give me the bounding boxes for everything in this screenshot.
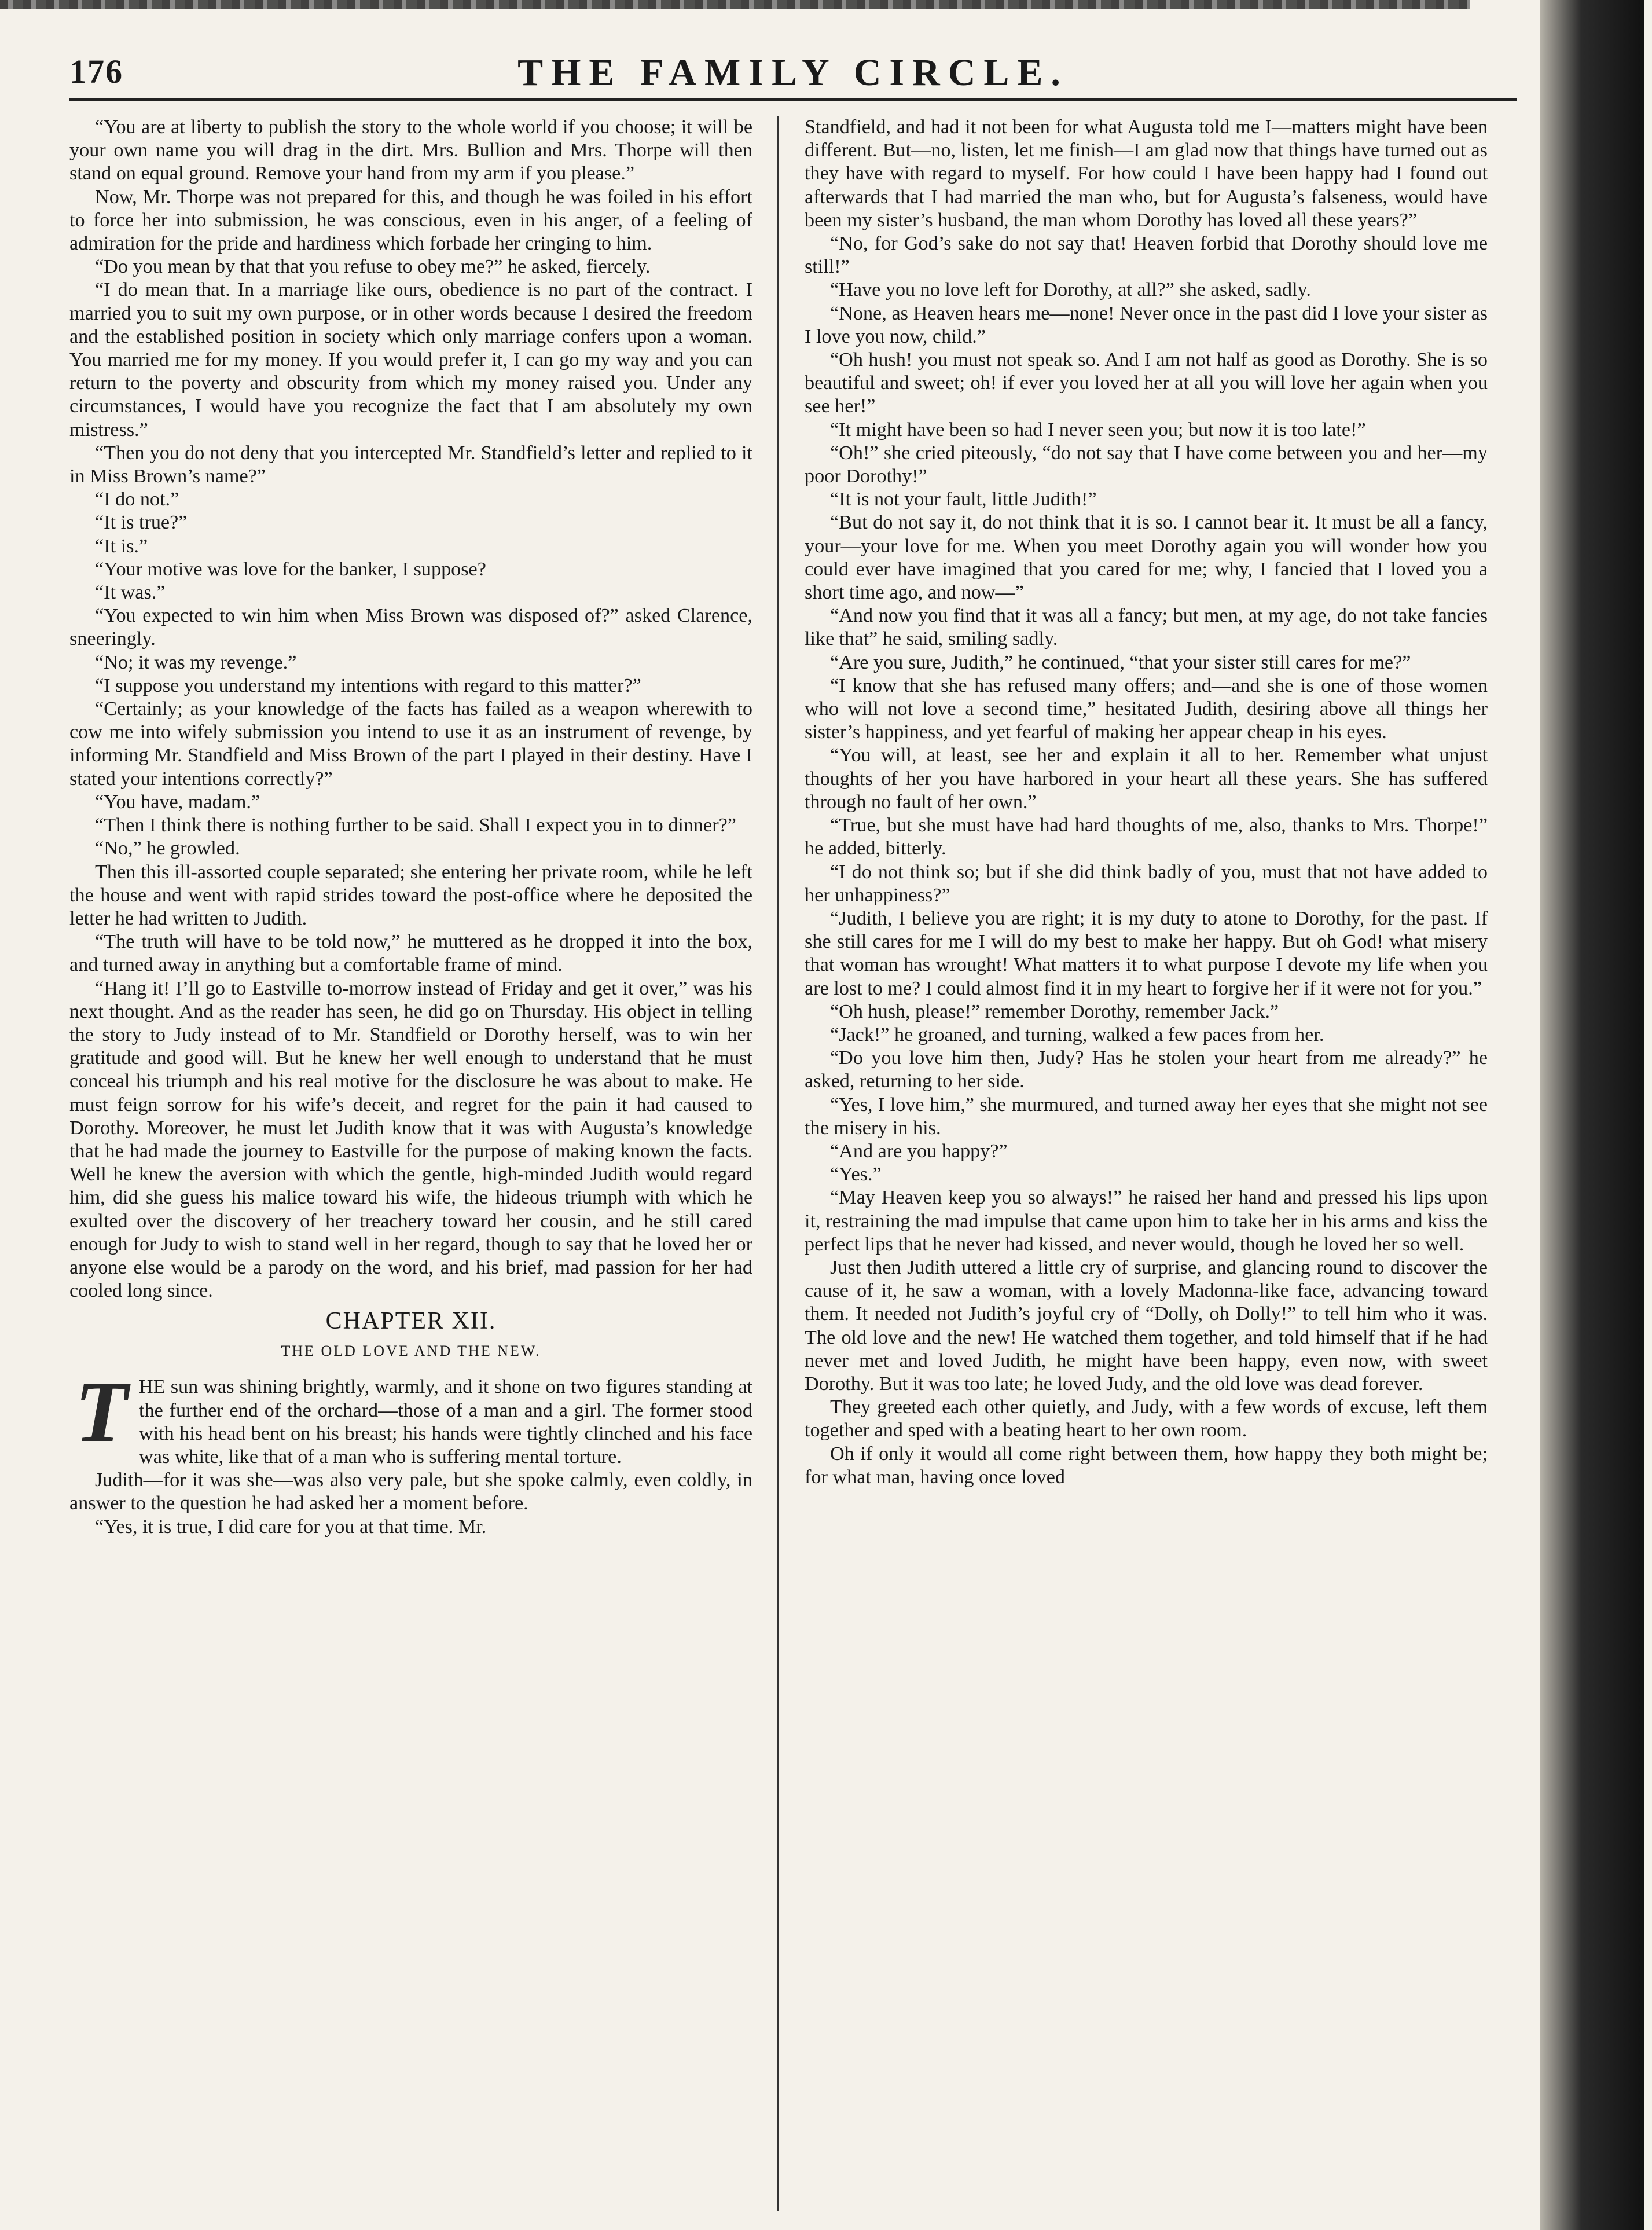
paragraph: “Yes, I love him,” she murmured, and turned away her eyes that she might not see the misery in his. — [805, 1094, 1488, 1139]
paragraph: “You have, madam.” — [95, 791, 260, 813]
paragraph: “You will, at least, see her and explain it all to her. Remember what unjust thoughts of her you have harbored in your heart all these years. She has suffered through no fault of her own.” — [805, 744, 1488, 813]
paragraph: “Your motive was love for the banker, I suppose? — [95, 558, 486, 580]
paragraph: “Then you do not deny that you intercepted Mr. Standfield’s letter and replied to it in Miss Brown’s name?” — [69, 442, 752, 487]
page-number: 176 — [69, 53, 123, 90]
left-after-chapter-paragraphs — [69, 1469, 752, 1539]
paragraph: “True, but she must have had hard thoughts of me, also, thanks to Mrs. Thorpe!” he added, bitterly. — [805, 815, 1488, 860]
paragraph: “And now you find that it was all a fancy; but men, at my age, do not take fancies like that” he said, smiling sadly. — [805, 605, 1488, 650]
chapter-opening-paragraph — [69, 1364, 752, 1469]
paragraph: “No; it was my revenge.” — [95, 651, 297, 673]
paragraph: “You are at liberty to publish the story to the whole world if you choose; it will be your own name you will drag in the dirt. Mrs. Bullion and Mrs. Thorpe will then stand on equal ground. Remove your hand from my arm if you please.” — [69, 116, 752, 185]
paragraph: They greeted each other quietly, and Judy, with a few words of excuse, left them together and sped with a beating heart to her own room. — [805, 1396, 1488, 1442]
paragraph: “Hang it! I’ll go to Eastville to-morrow instead of Friday and get it over,” was his next thought. And as the reader has seen, he did go on Thursday. His object in telling the story to Judy instead of to Mr. Standfield or Dorothy herself, was to win her gratitude and good will. But he knew her well enough to understand that he must conceal his triumph and his real motive for the disclosure he was about to make. He must feign sorrow for his wife’s deceit, and regret for the pain it had caused to Dorothy. Moreover, he must let Judith know that it was with Augusta’s knowledge that he had made the journey to Eastville for the purpose of making known the facts. Well he knew the aversion with which the gentle, high-minded Judith would regard him, did she guess his malice toward his wife, the hideous triumph with which he exulted over the discovery of her treachery toward her cousin, and he still cared enough for Judy to wish to stand well in her regard, though to say that he loved her or anyone else would be a parody on the word, and his brief, mad passion for her had cooled long since. — [69, 977, 752, 1302]
paragraph: “It is.” — [95, 535, 148, 557]
page-header — [69, 46, 1517, 101]
paragraph: “Yes.” — [830, 1164, 882, 1186]
paragraph: “I do mean that. In a marriage like ours, obedience is no part of the contract. I married you to suit my own purpose, or in other words because I desired the freedom and the established position in society which only marriage confers upon a woman. You married me for my money. If you would prefer it, I can go my way and you can return to the poverty and obscurity from which my money raised you. Under any circumstances, I would have you recognize the fact that I am absolutely my own mistress.” — [69, 279, 752, 441]
right-column — [805, 116, 1488, 1489]
paragraph: “You expected to win him when Miss Brown was disposed of?” asked Clarence, sneeringly. — [69, 605, 752, 650]
paragraph: “Then I think there is nothing further to be said. Shall I expect you in to dinner?” — [95, 815, 736, 837]
paragraph: Then this ill-assorted couple separated; she entering her private room, while he left the house and went with rapid strides toward the post-office where he deposited the letter he had written to Judith. — [69, 861, 752, 929]
paragraph: “Certainly; as your knowledge of the facts has failed as a weapon wherewith to cow me into wifely submission you intend to use it as an instrument of revenge, by informing Mr. Standfield and Miss Brown of the part I played in their destiny. Have I stated your intentions correctly?” — [69, 698, 752, 790]
running-head: THE FAMILY CIRCLE. — [517, 52, 1069, 94]
chapter-opening-text: HE sun was shining brightly, warmly, and it shone on two figures standing at the further end of the orchard—those of a man and a girl. The former stood with his head bent on his breast; his hands were tightly clinched and his face was white, like that of a man who is suffering mental torture. — [139, 1376, 752, 1468]
paragraph: “Oh hush, please!” remember Dorothy, remember Jack.” — [830, 1000, 1279, 1022]
right-paragraphs — [805, 232, 1488, 1489]
paragraph: “May Heaven keep you so always!” he raised her hand and pressed his lips upon it, restraining the mad impulse that came upon him to take her in his arms and kiss the perfect lips that he never had kissed, and never would, though he loved her so well. — [805, 1187, 1488, 1255]
column-rule — [777, 116, 779, 2211]
paragraph: “Oh!” she cried piteously, “do not say that I have come between you and her—my poor Dorothy!” — [805, 442, 1488, 487]
paragraph: “It is not your fault, little Judith!” — [830, 489, 1097, 511]
paragraph: “I suppose you understand my intentions with regard to this matter?” — [95, 674, 641, 696]
paragraph: “It is true?” — [95, 512, 188, 534]
paragraph: “Yes, it is true, I did care for you at that time. Mr. — [95, 1516, 487, 1538]
paragraph: “But do not say it, do not think that it is so. I cannot bear it. It must be all a fancy, your—your love for me. When you meet Dorothy again you will wonder how you could ever have imagined that you cared for me; why, I fancied that I loved you a short time ago, and now—” — [805, 512, 1488, 604]
paragraph: “Do you love him then, Judy? Has he stolen your heart from me already?” he asked, returning to her side. — [805, 1047, 1488, 1092]
paragraph: “Oh hush! you must not speak so. And I am not half as good as Dorothy. She is so beautiful and sweet; oh! if ever you loved her at all you will love her again when you see her!” — [805, 349, 1488, 417]
paragraph: “The truth will have to be told now,” he muttered as he dropped it into the box, and turned away in anything but a comfortable frame of mind. — [69, 931, 752, 976]
paragraph: Just then Judith uttered a little cry of surprise, and glancing round to discover the cause of it, he saw a woman, with a lovely Madonna-like face, advancing toward them. It needed not Judith’s joyful cry of “Dolly, oh Dolly!” to tell him who it was. The old love and the new! He watched them together, and told himself that if he had never met and loved Judith, he might have been happy, even now, with sweet Dorothy. But it was too late; he loved Judy, and the old love was dead forever. — [805, 1256, 1488, 1395]
paragraph: “Jack!” he groaned, and turning, walked a few paces from her. — [830, 1024, 1324, 1046]
paragraph: “I know that she has refused many offers; and—and she is one of those women who will not love a second time,” hesitated Judith, desiring above all things her sister’s happiness, and yet fearful of making her appear cheap in his eyes. — [805, 674, 1488, 743]
chapter-heading: CHAPTER XII. — [325, 1308, 497, 1335]
page — [69, 23, 1517, 2211]
paragraph: “Judith, I believe you are right; it is my duty to atone to Dorothy, for the past. If she still cares for me I will do my best to make her happy. But oh God! what misery that woman has wrought! What matters it to what purpose I devote my life when you are lost to me? I could almost find it in my heart to forgive her if it were not for you.” — [805, 907, 1488, 999]
left-paragraphs — [69, 116, 752, 1303]
paragraph: “Are you sure, Judith,” he continued, “that your sister still cares for me?” — [830, 651, 1411, 673]
paragraph: Oh if only it would all come right between them, how happy they both might be; for what man, having once loved — [805, 1443, 1488, 1488]
paragraph: “No, for God’s sake do not say that! Heaven forbid that Dorothy should love me still!” — [805, 233, 1488, 278]
chapter-subtitle: THE OLD LOVE AND THE NEW. — [281, 1343, 541, 1360]
continued-paragraph: Standfield, and had it not been for what Augusta told me I—matters might have been different. But—no, listen, let me finish—I am glad now that things have turned out as they have with regard to myself. For how could I have been happy had I found out afterwards that I had married the man who, but for Augusta’s falseness, would have been my sister’s husband, the man whom Dorothy has loved all these years?” — [805, 116, 1488, 231]
page-edge-shadow — [1540, 0, 1644, 2230]
paragraph: “And are you happy?” — [830, 1140, 1008, 1162]
paragraph: Judith—for it was she—was also very pale, but she spoke calmly, even coldly, in answer to the question he had asked her a moment before. — [69, 1469, 752, 1514]
paragraph: “It was.” — [95, 582, 166, 604]
paragraph: “I do not.” — [95, 489, 179, 511]
top-edge-border — [0, 0, 1470, 9]
left-column — [69, 116, 752, 1539]
paragraph: “I do not think so; but if she did think badly of you, must that not have added to her unhappiness?” — [805, 861, 1488, 906]
paragraph: “None, as Heaven hears me—none! Never once in the past did I love your sister as I love you now, child.” — [805, 302, 1488, 347]
paragraph: Now, Mr. Thorpe was not prepared for this, and though he was foiled in his effort to force her into submission, he was conscious, even in his anger, of a feeling of admiration for the pride and hardiness which forbade her cringing to him. — [69, 186, 752, 255]
paragraph: “Have you no love left for Dorothy, at all?” she asked, sadly. — [830, 279, 1311, 301]
paragraph: “Do you mean by that that you refuse to obey me?” he asked, fiercely. — [95, 256, 651, 278]
paragraph: “No,” he growled. — [95, 838, 240, 860]
drop-cap: T — [75, 1364, 128, 1461]
paragraph: “It might have been so had I never seen you; but now it is too late!” — [830, 419, 1366, 441]
